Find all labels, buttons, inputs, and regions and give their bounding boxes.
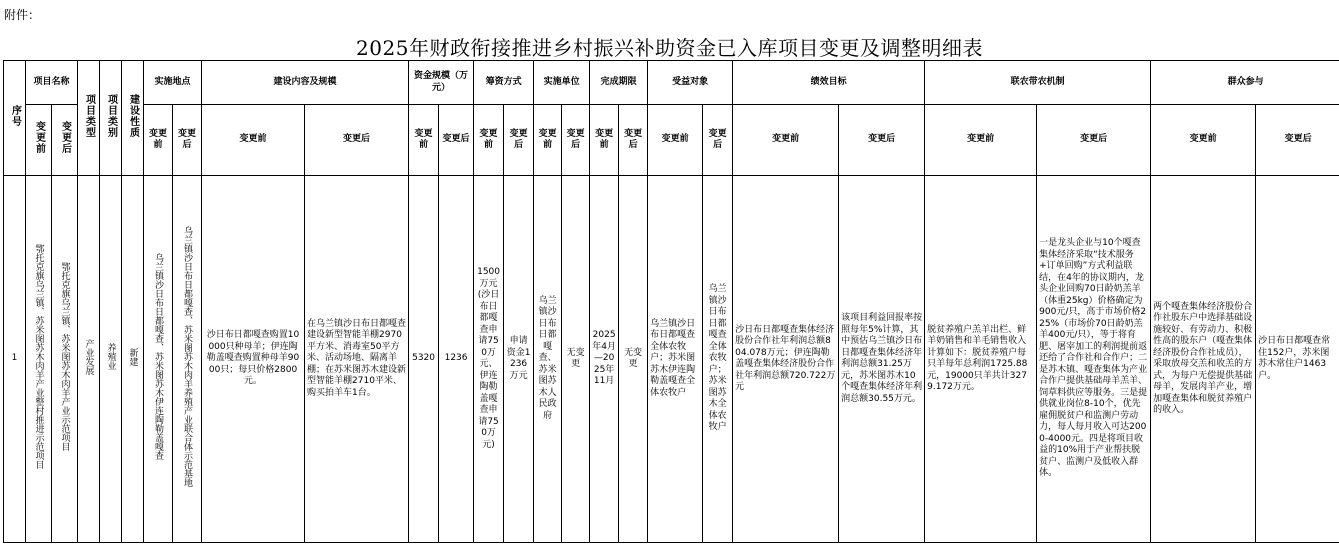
fund-before-header: 变更前 xyxy=(409,105,439,176)
project-type-cell: 产业发展 xyxy=(78,176,100,543)
table-row xyxy=(4,176,1339,543)
performance-before-header: 变更前 xyxy=(733,105,839,176)
attachment-label: 附件： xyxy=(4,8,41,22)
linkage-mechanism-header: 联农带农机制 xyxy=(925,61,1151,105)
unit-before-header: 变更前 xyxy=(534,105,562,176)
name-before-header: 变更前 xyxy=(26,105,52,176)
beneficiaries-before-cell: 乌兰镇沙日布日都嘎查全体农牧户；苏米图苏木伊连陶勒盖嘎查全体农牧户 xyxy=(648,176,703,543)
participation-after-cell: 沙日布日都嘎查常住152户，苏米图苏木常住户1463户。 xyxy=(1256,176,1339,543)
participation-before-header: 变更前 xyxy=(1151,105,1256,176)
completion-deadline-header: 完成期限 xyxy=(590,61,648,105)
seq-cell: 1 xyxy=(4,176,26,543)
unit-after-header: 变更后 xyxy=(562,105,590,176)
funding-method-header: 筹资方式 xyxy=(474,61,534,105)
content-before-header: 变更前 xyxy=(202,105,305,176)
deadline-before-header: 变更前 xyxy=(590,105,619,176)
seq-header: 序号 xyxy=(4,61,26,176)
linkage-after-cell: 一是龙头企业与10个嘎查集体经济采取“技术服务+订单回购”方式利益联结，在4年的协议期内，龙头企业回购70日龄奶羔羊（体重25kg）价格确定为900元/只，高于市场价格225%（市场价70日龄奶羔羊400元/只），等于将育肥、屠宰加工的利润提前返还给了合作社和合作户；二是苏木镇、嘎查集体为产业合作户提供基础母羊羔羊、饲草料供应等服务。三是提供就业岗位8-10个，优先雇佣脱贫户和监测户劳动力，每人每月收入可达2000-4000元。四是将项目收益的10%用于产业帮扶脱贫户、监测户及低收入群体。 xyxy=(1037,176,1151,543)
project-category-header: 项目类别 xyxy=(100,61,122,176)
unit-after-cell: 无变更 xyxy=(562,176,590,543)
implementing-unit-header: 实施单位 xyxy=(534,61,590,105)
funding-before-header: 变更前 xyxy=(474,105,504,176)
construction-nature-header: 建设性质 xyxy=(122,61,144,176)
linkage-before-cell: 脱贫养殖户羔羊出栏、鲜羊奶销售和羊毛销售收入计算如下：脱贫养殖户每只羊每年总利润1725.88元，19000只羊共计3279.172万元。 xyxy=(925,176,1037,543)
project-name-header: 项目名称 xyxy=(26,61,78,105)
fund-after-header: 变更后 xyxy=(439,105,474,176)
location-before-cell: 乌兰镇沙日布日都嘎查、苏米图苏木伊连陶勒盖嘎查 xyxy=(144,176,173,543)
participation-before-cell: 两个嘎查集体经济股份合作社股东户中选择基础设施较好、有劳动力、积极性高的股东户（嘎查集体经济股份合作社成员），采取放母交羔和收羔的方式，为每户无偿提供基础母羊，发展肉羊产业，增加嘎查集体和脱贫养殖户的收入。 xyxy=(1151,176,1256,543)
beneficiaries-header: 受益对象 xyxy=(648,61,733,105)
location-after-header: 变更后 xyxy=(173,105,202,176)
project-change-table xyxy=(3,60,1339,543)
public-participation-header: 群众参与 xyxy=(1151,61,1339,105)
content-before-cell: 沙日布日都嘎查购置10000只种母羊；伊连陶勒盖嘎查购置种母羊9000只；每只价格2800元。 xyxy=(202,176,305,543)
header-row-1 xyxy=(4,61,1339,105)
performance-before-cell: 沙日布日都嘎查集体经济股份合作社年利润总额804.078万元；伊连陶勒盖嘎查集体经济股份合作社年利润总额720.722万元 xyxy=(733,176,839,543)
project-name-before-cell: 鄂托克旗乌兰镇、苏米图苏木肉羊产业整村推进示范项目 xyxy=(26,176,52,543)
participation-after-header: 变更后 xyxy=(1256,105,1339,176)
project-type-header: 项目类型 xyxy=(78,61,100,176)
construction-nature-cell: 新建 xyxy=(122,176,144,543)
funding-after-header: 变更后 xyxy=(504,105,534,176)
fund-scale-header: 资金规模（万元） xyxy=(409,61,474,105)
location-before-header: 变更前 xyxy=(144,105,173,176)
header-row-2 xyxy=(4,105,1339,176)
deadline-after-cell: 无变更 xyxy=(619,176,648,543)
beneficiaries-after-cell: 乌兰镇沙日布日都嘎查全体农牧户；苏米图苏木全体农牧户 xyxy=(703,176,733,543)
deadline-after-header: 变更后 xyxy=(619,105,648,176)
name-after-header: 变更后 xyxy=(52,105,78,176)
deadline-before-cell: 2025年4月—2025年11月 xyxy=(590,176,619,543)
project-category-cell: 养殖业 xyxy=(100,176,122,543)
fund-before-cell: 5320 xyxy=(409,176,439,543)
performance-after-cell: 该项目利益回报率按照每年5%计算，其中预估乌兰镇沙日布日都嘎查集体经济年利润总额31.25万元，苏米图苏木10个嘎查集体经济年利润总额30.55万元。 xyxy=(839,176,925,543)
location-header: 实施地点 xyxy=(144,61,202,105)
linkage-after-header: 变更后 xyxy=(1037,105,1151,176)
linkage-before-header: 变更前 xyxy=(925,105,1037,176)
unit-before-cell: 乌兰镇沙日布日都嘎查、苏米图苏木人民政府 xyxy=(534,176,562,543)
content-after-header: 变更后 xyxy=(305,105,409,176)
beneficiaries-after-header: 变更后 xyxy=(703,105,733,176)
location-after-cell: 乌兰镇沙日布日都嘎查、苏米图苏木肉羊养殖产业联合体示范基地 xyxy=(173,176,202,543)
funding-before-cell: 1500万元(沙日布日都嘎查申请750万元、伊连陶勒盖嘎查申请750万元) xyxy=(474,176,504,543)
beneficiaries-before-header: 变更前 xyxy=(648,105,703,176)
performance-after-header: 变更后 xyxy=(839,105,925,176)
page-title: 2025年财政衔接推进乡村振兴补助资金已入库项目变更及调整明细表 xyxy=(356,36,983,60)
funding-after-cell: 申请资金1236万元 xyxy=(504,176,534,543)
performance-goals-header: 绩效目标 xyxy=(733,61,925,105)
project-name-after-cell: 鄂托克旗乌兰镇、苏米图苏木肉羊产业示范项目 xyxy=(52,176,78,543)
content-after-cell: 在乌兰镇沙日布日都嘎查建设新型智能羊棚2970平方米、消毒室50平方米、活动场地、隔离羊棚；在苏米图苏木建设新型智能羊棚2710平米、购买拍羊车1台。 xyxy=(305,176,409,543)
content-scale-header: 建设内容及规模 xyxy=(202,61,409,105)
fund-after-cell: 1236 xyxy=(439,176,474,543)
